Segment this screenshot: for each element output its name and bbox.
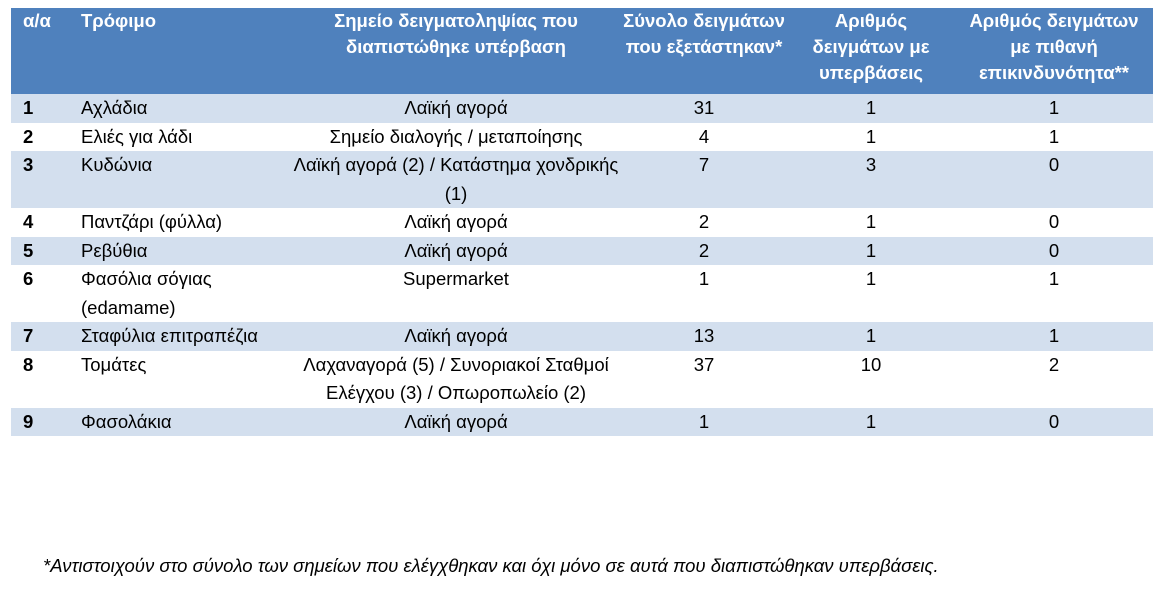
sampling-point-cell: Λαϊκή αγορά (2) / Κατάστημα χονδρικής (1) [291,151,621,208]
exceedance-count-cell: 1 [787,123,955,152]
sampling-point-cell: Λαϊκή αγορά [291,408,621,437]
risk-count-cell: 1 [955,322,1153,351]
sampling-point-cell: Λαϊκή αγορά [291,322,621,351]
sampling-point-cell: Σημείο διαλογής / μεταποίησης [291,123,621,152]
table-body [11,94,1153,436]
total-samples-cell: 1 [621,408,787,437]
food-name-cell: Κυδώνια [69,151,291,208]
risk-count-cell: 1 [955,123,1153,152]
row-number-cell: 4 [11,208,69,237]
row-number-cell: 2 [11,123,69,152]
table-row [11,265,1153,322]
exceedance-count-cell: 1 [787,322,955,351]
header-num: α/α [11,8,69,94]
food-name-cell: Τομάτες [69,351,291,408]
header-exceedances: Αριθμός δειγμάτων με υπερβάσεις [787,8,955,94]
total-samples-cell: 37 [621,351,787,408]
exceedance-count-cell: 1 [787,408,955,437]
row-number-cell: 7 [11,322,69,351]
food-name-cell: Ρεβύθια [69,237,291,266]
sampling-point-cell: Λαϊκή αγορά [291,208,621,237]
table-row [11,208,1153,237]
table-row [11,94,1153,123]
total-samples-cell: 13 [621,322,787,351]
total-samples-cell: 7 [621,151,787,208]
risk-count-cell: 2 [955,351,1153,408]
food-name-cell: Φασόλια σόγιας (edamame) [69,265,291,322]
exceedance-count-cell: 1 [787,94,955,123]
header-sampling-point: Σημείο δειγματοληψίας που διαπιστώθηκε υπέρβαση [291,8,621,94]
food-name-cell: Φασολάκια [69,408,291,437]
header-potential-risk: Αριθμός δειγμάτων με πιθανή επικινδυνότητα** [955,8,1153,94]
row-number-cell: 3 [11,151,69,208]
sampling-point-cell: Λαϊκή αγορά [291,237,621,266]
footnote: *Αντιστοιχούν στο σύνολο των σημείων που ελέγχθηκαν και όχι μόνο σε αυτά που διαπιστώθηκαν υπερβάσεις. [43,555,939,576]
table-header-row [11,8,1153,94]
risk-count-cell: 0 [955,151,1153,208]
header-food: Τρόφιμο [69,8,291,94]
residue-table [11,8,1153,436]
row-number-cell: 6 [11,265,69,322]
risk-count-cell: 0 [955,237,1153,266]
risk-count-cell: 1 [955,265,1153,322]
row-number-cell: 8 [11,351,69,408]
total-samples-cell: 2 [621,208,787,237]
header-total-samples: Σύνολο δειγμάτων που εξετάστηκαν* [621,8,787,94]
exceedance-count-cell: 1 [787,237,955,266]
table-row [11,322,1153,351]
total-samples-cell: 1 [621,265,787,322]
sampling-point-cell: Λαχαναγορά (5) / Συνοριακοί Σταθμοί Ελέγχου (3) / Οπωροπωλείο (2) [291,351,621,408]
risk-count-cell: 0 [955,408,1153,437]
sampling-point-cell: Λαϊκή αγορά [291,94,621,123]
row-number-cell: 5 [11,237,69,266]
exceedance-count-cell: 3 [787,151,955,208]
food-name-cell: Ελιές για λάδι [69,123,291,152]
row-number-cell: 9 [11,408,69,437]
table-row [11,351,1153,408]
risk-count-cell: 1 [955,94,1153,123]
sampling-point-cell: Supermarket [291,265,621,322]
total-samples-cell: 31 [621,94,787,123]
table-row [11,151,1153,208]
food-name-cell: Αχλάδια [69,94,291,123]
table-row [11,123,1153,152]
total-samples-cell: 4 [621,123,787,152]
food-name-cell: Σταφύλια επιτραπέζια [69,322,291,351]
total-samples-cell: 2 [621,237,787,266]
table-row [11,237,1153,266]
exceedance-count-cell: 1 [787,265,955,322]
row-number-cell: 1 [11,94,69,123]
exceedance-count-cell: 1 [787,208,955,237]
table-row [11,408,1153,437]
risk-count-cell: 0 [955,208,1153,237]
food-name-cell: Παντζάρι (φύλλα) [69,208,291,237]
exceedance-count-cell: 10 [787,351,955,408]
